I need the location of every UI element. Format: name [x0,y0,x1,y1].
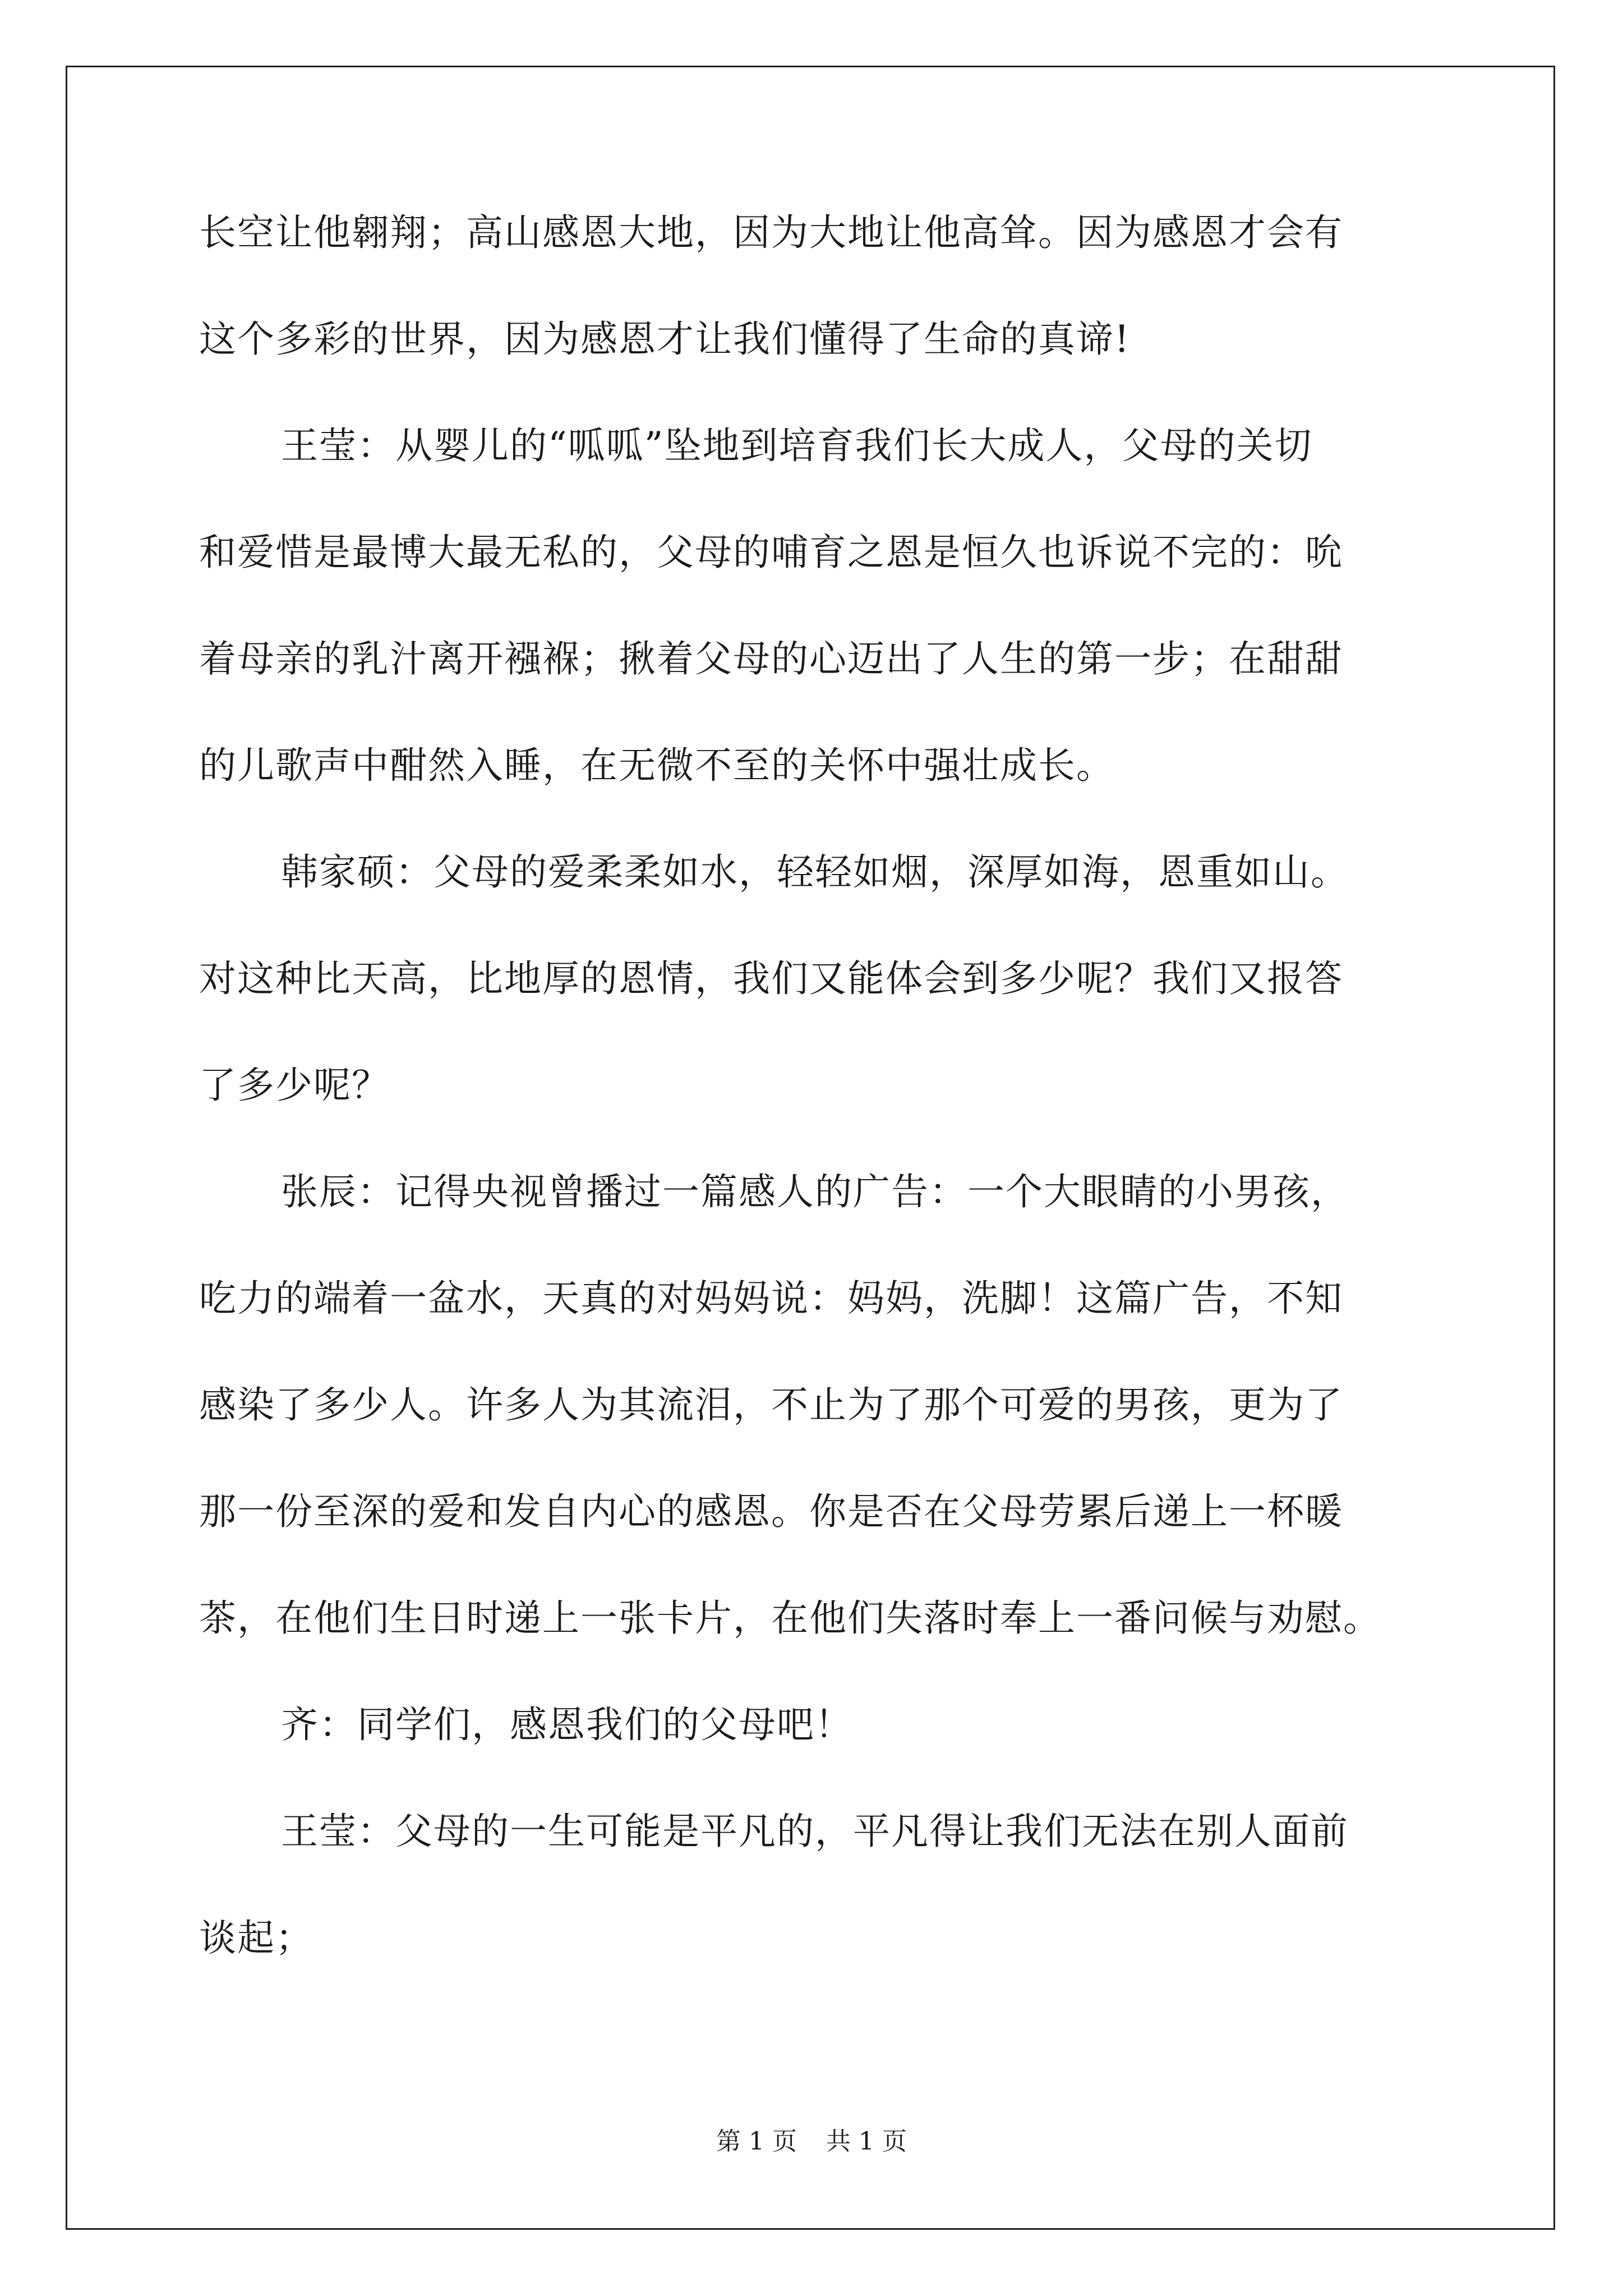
paragraph-start: 张辰：记得央视曾播过一篇感人的广告：一个大眼睛的小男孩， [281,1170,1349,1213]
paragraph-start: 齐：同学们，感恩我们的父母吧！ [281,1703,853,1746]
text-line: 这个多彩的世界，因为感恩才让我们懂得了生命的真谛! [199,318,1131,361]
paragraph-start: 王莹：从婴儿的“呱呱”坠地到培育我们长大成人，父母的关切 [281,424,1313,467]
text-line: 长空让他翱翔；高山感恩大地，因为大地让他高耸。因为感恩才会有 [199,211,1343,254]
page-total: 共 1 页 [826,2127,907,2156]
text-line: 那一份至深的爱和发自内心的感恩。你是否在父母劳累后递上一杯暖 [199,1490,1343,1533]
text-line: 的儿歌声中酣然入睡，在无微不至的关怀中强壮成长。 [199,744,1114,787]
page-number: 第 1 页 [716,2127,797,2156]
text-line: 着母亲的乳汁离开襁褓；揪着父母的心迈出了人生的第一步；在甜甜 [199,637,1343,680]
text-line: 对这种比天高，比地厚的恩情，我们又能体会到多少呢？我们又报答 [199,957,1343,1000]
page-border [66,66,1555,2230]
text-line: 吃力的端着一盆水，天真的对妈妈说：妈妈，洗脚！这篇广告，不知 [199,1277,1343,1320]
text-line: 和爱惜是最博大最无私的，父母的哺育之恩是恒久也诉说不完的：吮 [199,531,1343,574]
text-line: 感染了多少人。许多人为其流泪，不止为了那个可爱的男孩，更为了 [199,1383,1343,1427]
page-footer [0,2125,1623,2159]
text-line: 谈起； [199,1916,313,1959]
paragraph-start: 韩家硕：父母的爱柔柔如水，轻轻如烟，深厚如海，恩重如山。 [281,850,1349,894]
text-line: 茶，在他们生日时递上一张卡片，在他们失落时奉上一番问候与劝慰。 [199,1596,1381,1640]
text-line: 了多少呢？ [199,1064,390,1107]
paragraph-start: 王莹：父母的一生可能是平凡的，平凡得让我们无法在别人面前 [281,1810,1349,1853]
